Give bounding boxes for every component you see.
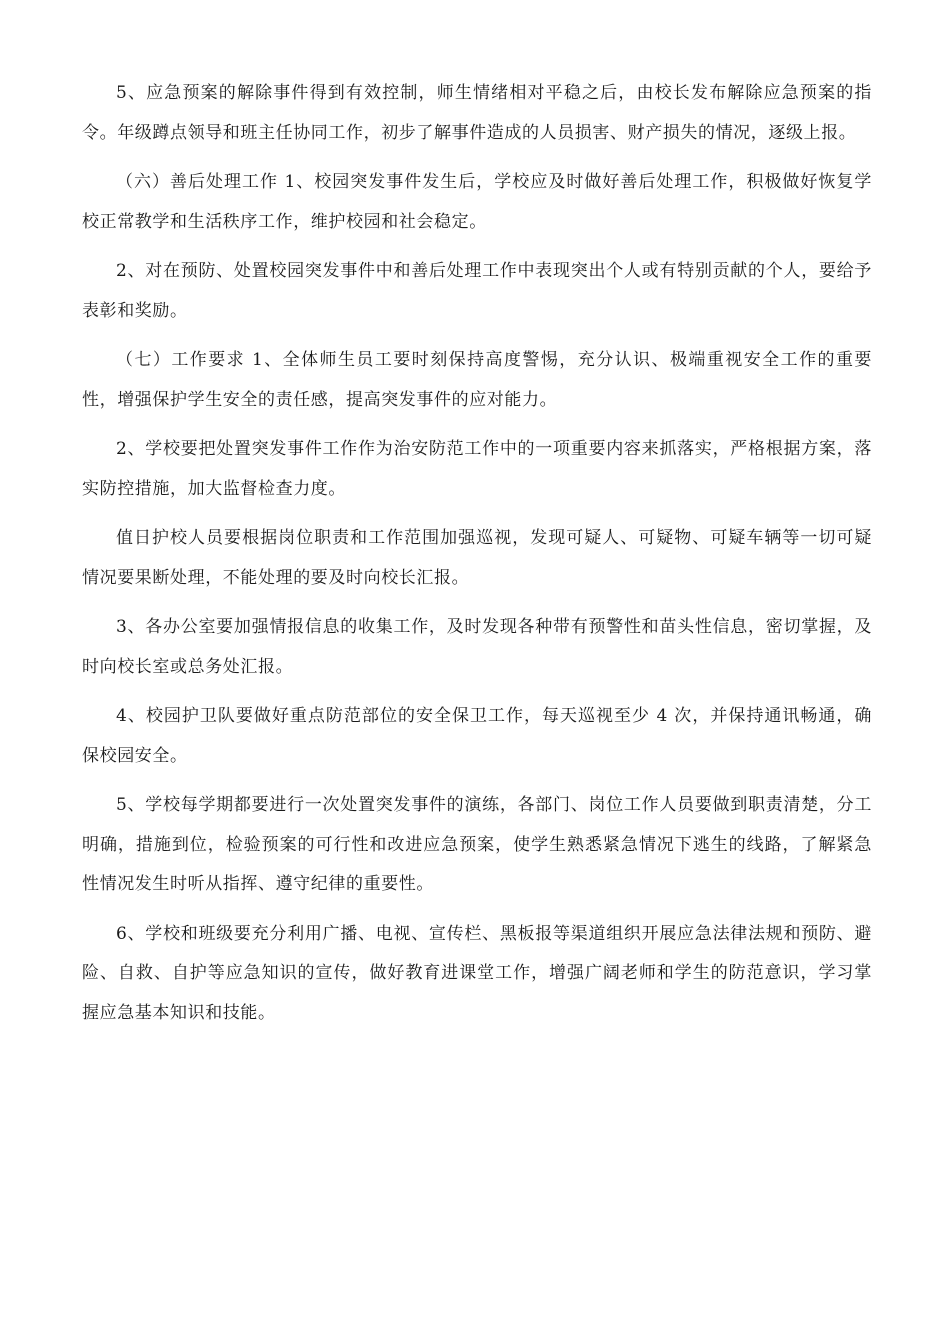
paragraph-work-requirements: （七）工作要求 1、全体师生员工要时刻保持高度警惕，充分认识、极端重视安全工作的重要性，增强保护学生安全的责任感，提高突发事件的应对能力。 xyxy=(82,350,872,410)
paragraph-drills: 5、学校每学期都要进行一次处置突发事件的演练，各部门、岗位工作人员要做到职责清楚，分工明确，措施到位，检验预案的可行性和改进应急预案，使学生熟悉紧急情况下逃生的线路，了解紧急性情况发生时听从指挥、遵守纪律的重要性。 xyxy=(82,795,872,894)
paragraph-commendation: 2、对在预防、处置校园突发事件中和善后处理工作中表现突出个人或有特别贡献的个人，要给予表彰和奖励。 xyxy=(82,261,872,321)
paragraph-intelligence: 3、各办公室要加强情报信息的收集工作，及时发现各种带有预警性和苗头性信息，密切掌握，及时向校长室或总务处汇报。 xyxy=(82,617,872,677)
paragraph-guard-team: 4、校园护卫队要做好重点防范部位的安全保卫工作，每天巡视至少 4 次，并保持通讯畅通，确保校园安全。 xyxy=(82,706,872,766)
paragraph-security-measures: 2、学校要把处置突发事件工作作为治安防范工作中的一项重要内容来抓落实，严格根据方案，落实防控措施，加大监督检查力度。 xyxy=(82,439,872,499)
paragraph-release-plan: 5、应急预案的解除事件得到有效控制，师生情绪相对平稳之后，由校长发布解除应急预案的指令。年级蹲点领导和班主任协同工作，初步了解事件造成的人员损害、财产损失的情况，逐级上报。 xyxy=(82,83,872,143)
paragraph-aftermath-handling: （六）善后处理工作 1、校园突发事件发生后，学校应及时做好善后处理工作，积极做好恢复学校正常教学和生活秩序工作，维护校园和社会稳定。 xyxy=(82,172,872,232)
document-body xyxy=(82,74,872,1043)
paragraph-duty-patrol: 值日护校人员要根据岗位职责和工作范围加强巡视，发现可疑人、可疑物、可疑车辆等一切可疑情况要果断处理，不能处理的要及时向校长汇报。 xyxy=(82,528,872,588)
paragraph-publicity: 6、学校和班级要充分利用广播、电视、宣传栏、黑板报等渠道组织开展应急法律法规和预防、避险、自救、自护等应急知识的宣传，做好教育进课堂工作，增强广阔老师和学生的防范意识，学习掌握应急基本知识和技能。 xyxy=(82,923,872,1023)
